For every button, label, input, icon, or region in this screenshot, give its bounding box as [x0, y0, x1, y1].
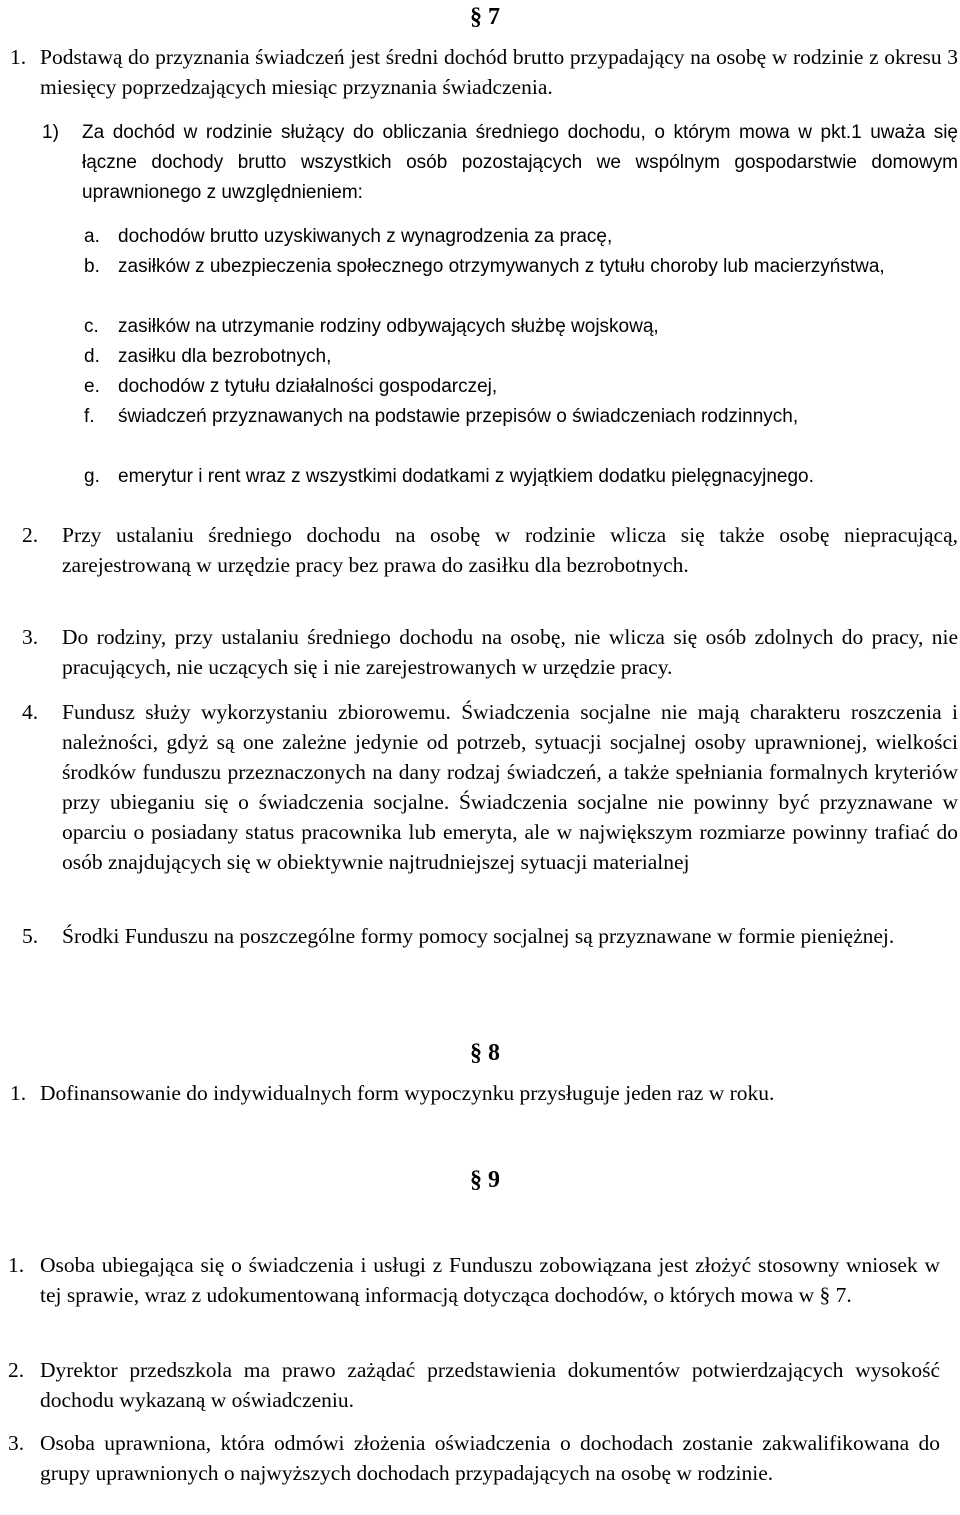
letter-item-text: zasiłków na utrzymanie rodziny odbywających służbę wojskową,: [118, 316, 659, 337]
item-text: Osoba uprawniona, która odmówi złożenia oświadczenia o dochodach zostanie zakwalifikowana do grupy uprawnionych o najwyższych dochodach przypadających na osobę w rodzinie.: [40, 1431, 940, 1485]
section-number: 7: [488, 4, 500, 30]
item-text: Do rodziny, przy ustalaniu średniego dochodu na osobę, nie wlicza się osób zdolnych do pracy, nie pracujących, nie uczących się i nie zarejestrowanych w urzędzie pracy.: [62, 625, 958, 679]
item-number: 5.: [22, 924, 39, 948]
letter-item-text: świadczeń przyznawanych na podstawie przepisów o świadczeniach rodzinnych,: [118, 406, 799, 427]
subitem-text: Za dochód w rodzinie służący do obliczania średniego dochodu, o którym mowa w pkt.1 uważa się łączne dochody brutto wszystkich osób pozostających we wspólnym gospodarstwie domowym uprawnionego z uwzględnieniem:: [82, 122, 958, 203]
letter-label: c.: [84, 316, 99, 337]
subitem-intro: [82, 118, 958, 208]
item-text: Podstawą do przyznania świadczeń jest średni dochód brutto przypadający na osobę w rodzinie z okresu 3 miesięcy poprzedzających miesiąc przyznania świadczenia.: [40, 45, 958, 99]
item-number: 3.: [8, 1431, 25, 1455]
letter-label: g.: [84, 466, 100, 487]
letter-item-text: zasiłków z ubezpieczenia społecznego otrzymywanych z tytułu choroby lub macierzyństwa,: [118, 256, 885, 277]
item-number: 2.: [22, 523, 39, 547]
item-text: Osoba ubiegająca się o świadczenia i usługi z Funduszu zobowiązana jest złożyć stosowny wniosek w tej sprawie, wraz z udokumentowaną informacją dotycząca dochodów, o których mowa w § 7.: [40, 1253, 940, 1307]
letter-item-text: emerytur i rent wraz z wszystkimi dodatkami z wyjątkiem dodatku pielęgnacyjnego.: [118, 466, 814, 487]
letter-label: b.: [84, 256, 100, 277]
letter-item-text: zasiłku dla bezrobotnych,: [118, 346, 332, 367]
item-text: Przy ustalaniu średniego dochodu na osobę w rodzinie wlicza się także osobę niepracującą, zarejestrowaną w urzędzie pracy bez prawa do zasiłku dla bezrobotnych.: [62, 523, 958, 577]
item-number: 1.: [10, 1081, 27, 1105]
item-number: 4.: [22, 700, 39, 724]
subitem-number: 1): [42, 122, 59, 143]
letter-item-text: dochodów z tytułu działalności gospodarczej,: [118, 376, 498, 397]
section-number: 8: [488, 1040, 500, 1066]
item-text: Środki Funduszu na poszczególne formy pomocy socjalnej są przyznawane w formie pieniężnej.: [62, 924, 895, 948]
letter-label: d.: [84, 346, 100, 367]
item-text: Fundusz służy wykorzystaniu zbiorowemu. Świadczenia socjalne nie mają charakteru roszczenia i należności, gdyż są one zależne jedynie od potrzeb, sytuacji socjalnej osoby uprawnionej, wielkości środków funduszu przeznaczonych na dany rodzaj świadczeń, a także spełniania formalnych kryteriów przy ubieganiu się o świadczenia socjalne. Świadczenia socjalne nie powinny być przyznawane w oparciu o posiadany status pracownika lub emeryta, ale w największym rozmiarze powinny trafiać do osób znajdujących się w obiektywnie najtrudniejszej sytuacji materialnej: [62, 700, 958, 874]
letter-item-text: dochodów brutto uzyskiwanych z wynagrodzenia za pracę,: [118, 226, 613, 247]
section-heading-8: [470, 1038, 500, 1068]
section-number: 9: [488, 1167, 500, 1193]
section-heading-9: [470, 1165, 500, 1195]
item-number: 1.: [8, 1253, 25, 1277]
item-text: Dofinansowanie do indywidualnych form wypoczynku przysługuje jeden raz w roku.: [40, 1081, 775, 1105]
letter-label: e.: [84, 376, 100, 397]
item-number: 2.: [8, 1358, 25, 1382]
item-number: 3.: [22, 625, 39, 649]
section-heading-7: [470, 2, 500, 32]
section-symbol: §: [470, 1040, 482, 1066]
letter-label: a.: [84, 226, 100, 247]
item-text: Dyrektor przedszkola ma prawo zażądać przedstawienia dokumentów potwierdzających wysokość dochodu wykazaną w oświadczeniu.: [40, 1358, 940, 1412]
section-symbol: §: [470, 1167, 482, 1193]
letter-label: f.: [84, 406, 95, 427]
section-symbol: §: [470, 4, 482, 30]
item-number: 1.: [10, 45, 27, 69]
